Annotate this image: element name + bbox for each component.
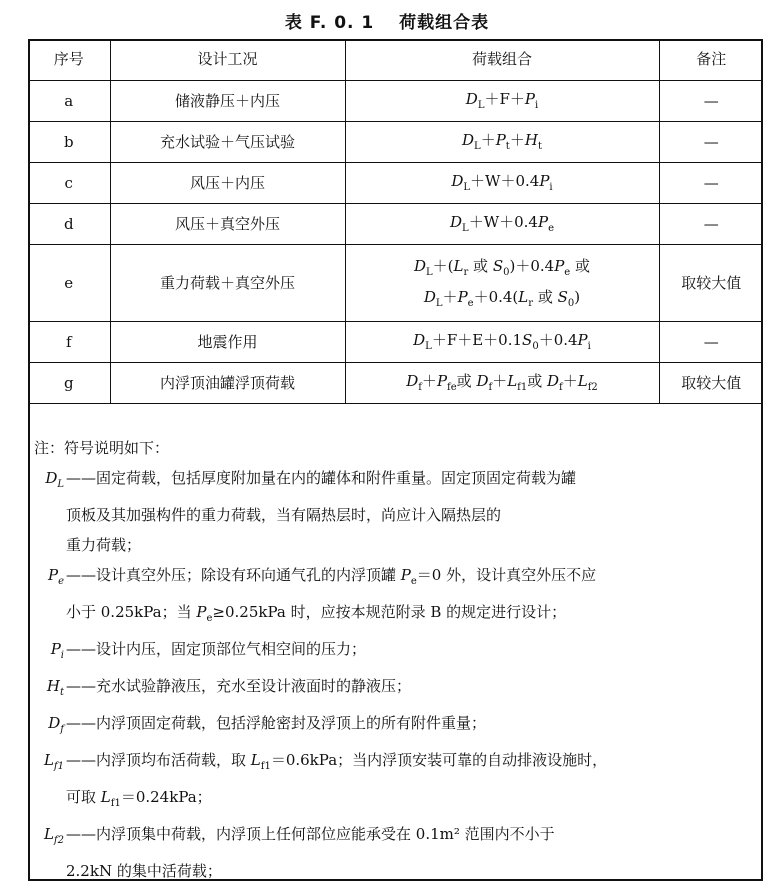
notes-heading: 注：符号说明如下： (34, 439, 170, 457)
note-item-lf1 (34, 745, 754, 819)
row-note: — (659, 122, 763, 163)
note-line: 2.2kN 的集中活荷载； (66, 862, 222, 880)
table-row (28, 81, 763, 122)
row-case: 地震作用 (110, 322, 345, 363)
combo-line: $D_f+P_{fe}$或 $D_f+L_{f1}$或 $D_f+L_{f2}$ (406, 372, 598, 394)
note-line: ——设计内压，固定顶部位气相空间的压力； (66, 640, 367, 658)
note-line: 可取 $L_{f1}=0.24kPa$； (66, 788, 212, 809)
table-row (28, 322, 763, 363)
row-case: 风压＋内压 (110, 163, 345, 204)
row-no: f (28, 322, 110, 363)
note-symbol: $H_t$ (46, 677, 64, 698)
note-item-lf2 (34, 819, 754, 886)
note-symbol: $L_{f1}$ (43, 751, 64, 772)
combo-line: $D_L+(L_r$ 或 $S_0)+0.4P_e$ 或 (414, 256, 590, 278)
row-no: a (28, 81, 110, 122)
note-item-ht (34, 671, 754, 708)
header-no: 序号 (28, 39, 110, 81)
note-line: ——内浮顶固定荷载，包括浮舱密封及浮顶上的所有附件重量； (66, 714, 487, 732)
load-combination-table (28, 39, 763, 404)
note-symbol: $P_e$ (47, 566, 64, 587)
row-no: d (28, 204, 110, 245)
note-line: 顶板及其加强构件的重力荷载，当有隔热层时，尚应计入隔热层的 (66, 506, 502, 524)
combo-line: $D_L+W+0.4P_i$ (451, 172, 553, 194)
note-symbol: $L_{f2}$ (43, 825, 64, 846)
note-item-pi (34, 634, 754, 671)
row-case: 储液静压＋内压 (110, 81, 345, 122)
header-remark: 备注 (659, 39, 763, 81)
row-combo (345, 363, 659, 404)
row-case: 充水试验＋气压试验 (110, 122, 345, 163)
row-combo (345, 245, 659, 322)
row-combo (345, 163, 659, 204)
notes-section (34, 423, 754, 886)
table-header-row (28, 39, 763, 81)
row-combo (345, 322, 659, 363)
note-line: ——内浮顶均布活荷载，取 $L_{f1}=0.6kPa$；当内浮顶安装可靠的自动排液设施时， (66, 751, 608, 772)
header-design-case: 设计工况 (110, 39, 345, 81)
row-note: — (659, 81, 763, 122)
note-item-pe (34, 560, 754, 634)
note-line: 小于 0.25kPa；当 $P_e\ge 0.25kPa$ 时，应按本规范附录 B 的规定进行设计； (66, 603, 567, 624)
note-line: ——设计真空外压；除设有环向通气孔的内浮顶罐 $P_e=0$ 外，设计真空外压不应 (66, 566, 597, 587)
row-note: 取较大值 (659, 245, 763, 322)
row-case: 重力荷载＋真空外压 (110, 245, 345, 322)
note-symbol: $D_L$ (45, 469, 64, 490)
table-row (28, 163, 763, 204)
note-line: ——充水试验静液压，充水至设计液面时的静液压； (66, 677, 412, 695)
note-item-df (34, 708, 754, 745)
row-combo (345, 204, 659, 245)
row-combo (345, 81, 659, 122)
combo-line: $D_L+F+E+0.1S_0+0.4P_i$ (413, 331, 591, 353)
table-row (28, 363, 763, 404)
row-note: 取较大值 (659, 363, 763, 404)
row-case: 风压＋真空外压 (110, 204, 345, 245)
table-row (28, 122, 763, 163)
combo-line: $D_L+F+P_i$ (465, 90, 539, 112)
note-line: ——内浮顶集中荷载，内浮顶上任何部位应能承受在 0.1m² 范围内不小于 (66, 825, 555, 843)
row-note: — (659, 204, 763, 245)
row-case: 内浮顶油罐浮顶荷载 (110, 363, 345, 404)
row-note: — (659, 163, 763, 204)
header-load-combination: 荷载组合 (345, 39, 659, 81)
row-no: e (28, 245, 110, 322)
combo-line: $D_L+P_e+0.4(L_r$ 或 $S_0$) (423, 288, 581, 309)
table-row (28, 245, 763, 322)
row-no: g (28, 363, 110, 404)
row-combo (345, 122, 659, 163)
note-item-dl (34, 463, 754, 560)
combo-line: $D_L+P_t+H_t$ (462, 131, 542, 153)
table-row (28, 204, 763, 245)
note-symbol: $D_f$ (48, 714, 64, 735)
row-no: b (28, 122, 110, 163)
note-line: 重力荷载； (66, 536, 142, 554)
note-line: ——固定荷载，包括厚度附加量在内的罐体和附件重量。固定顶固定荷载为罐 (66, 469, 577, 487)
table-caption: 表 F. 0. 1 荷载组合表 (284, 13, 490, 33)
row-no: c (28, 163, 110, 204)
note-symbol: $P_i$ (50, 640, 64, 661)
combo-line: $D_L+W+0.4P_e$ (450, 213, 554, 235)
row-note: — (659, 322, 763, 363)
